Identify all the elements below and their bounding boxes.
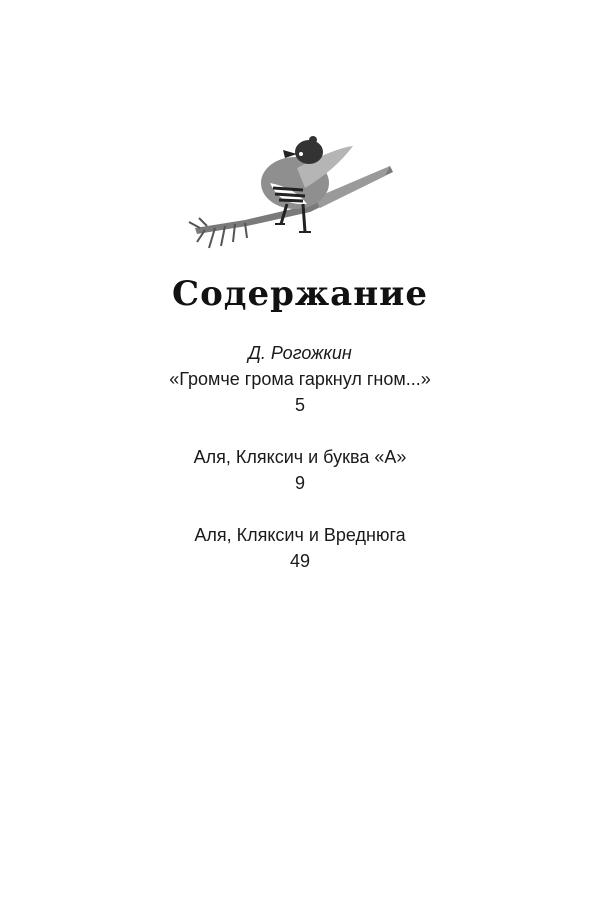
toc-entry — [0, 522, 600, 574]
toc-entry-title: Аля, Кляксич и Вреднюга — [194, 525, 406, 545]
toc-entry-page: 5 — [294, 395, 305, 415]
toc-entry-title: Аля, Кляксич и буква «А» — [193, 447, 407, 467]
toc-entry-title: «Громче грома гаркнул гном...» — [169, 369, 431, 389]
toc-author: Д. Рогожкин — [248, 343, 352, 363]
table-of-contents — [0, 340, 600, 600]
bird-on-branch-icon — [185, 128, 400, 253]
toc-entry-page: 49 — [289, 551, 311, 571]
toc-entry-page: 9 — [294, 473, 305, 493]
page-title: Содержание — [172, 274, 428, 314]
toc-entry — [0, 444, 600, 496]
toc-entry — [0, 340, 600, 418]
